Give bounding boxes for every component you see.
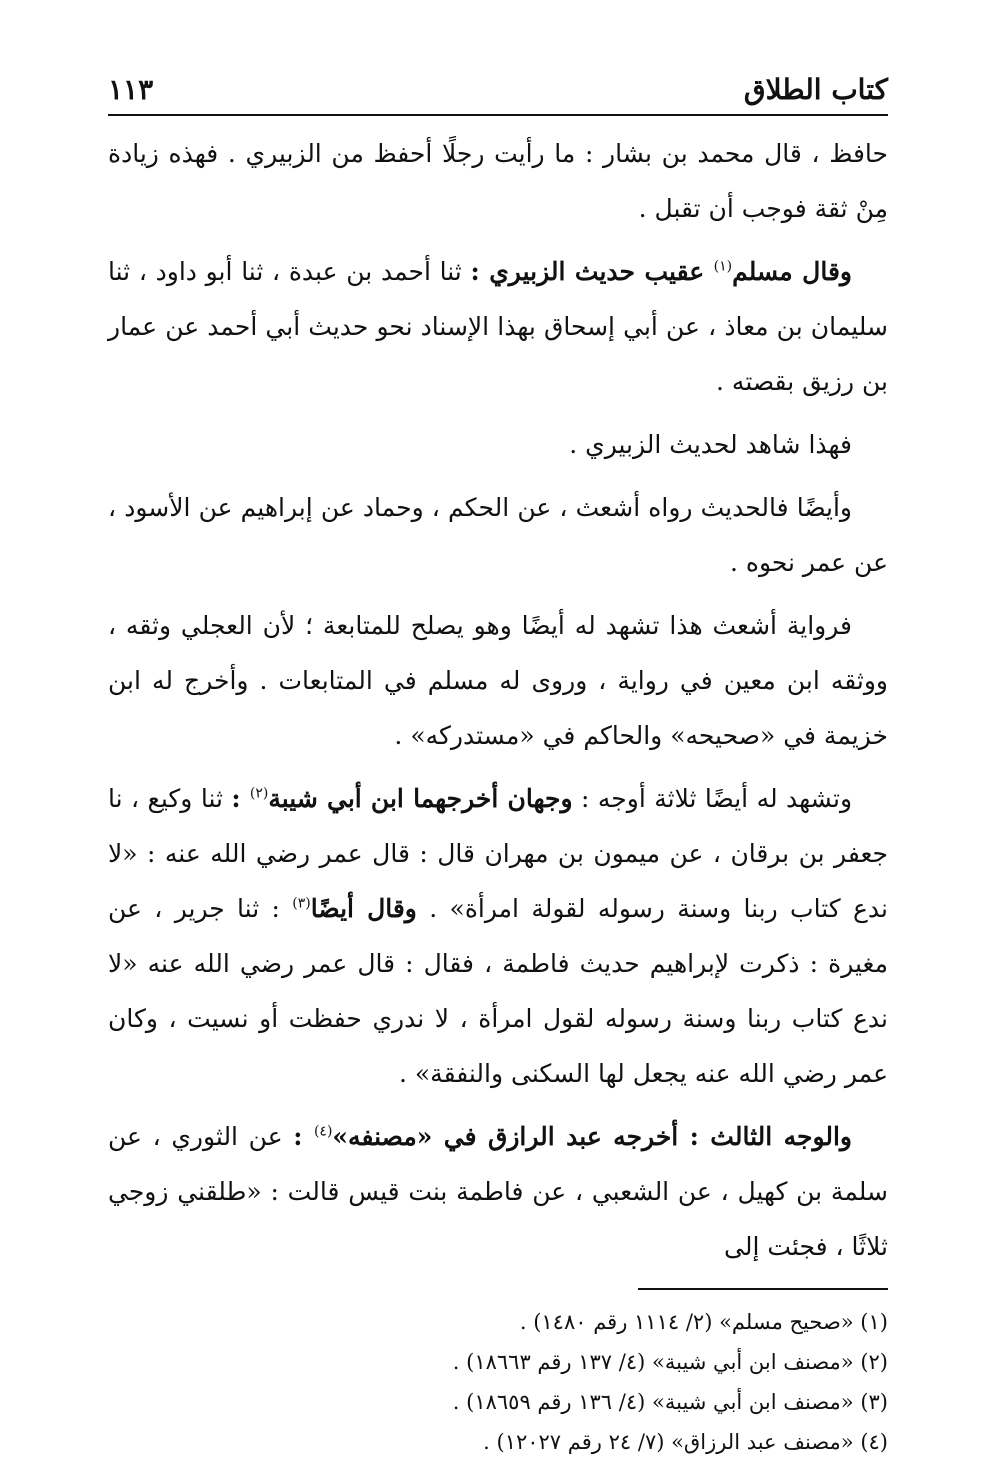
paragraph [108, 1109, 888, 1274]
bold-text-segment: وقال أيضًا [310, 894, 417, 923]
text-segment: فرواية أشعث هذا تشهد له أيضًا وهو يصلح للمتابعة ؛ لأن العجلي وثقه ، ووثقه ابن معين في رواية ، وروى له مسلم في المتابعات . وأخرج له ابن خزيمة في «صحيحه» والحاكم في «مستدركه» . [108, 611, 888, 750]
bold-text-segment: والوجه الثالث : أخرجه عبد الرازق في «مصنفه» [332, 1122, 853, 1151]
footnote-marker: (٣) [292, 895, 311, 912]
bold-text-segment: وقال مسلم [732, 257, 852, 286]
paragraph [108, 771, 888, 1101]
text-segment: ثنا أحمد بن عبدة ، ثنا أبو داود ، ثنا سليمان بن معاذ ، عن أبي إسحاق بهذا الإسناد نحو حديث أبي أحمد عن عمار بن رزيق بقصته . [108, 257, 888, 396]
footnote-marker: (١) [713, 258, 733, 275]
paragraph [108, 598, 888, 763]
footnote: (٢) «مصنف ابن أبي شيبة» (٤/ ١٣٧ رقم ١٨٦٦٣) . [452, 1350, 888, 1374]
bold-text-segment: : [293, 1122, 314, 1151]
text-segment: فهذا شاهد لحديث الزبيري . [569, 430, 852, 459]
bold-text-segment: عقيب حديث الزبيري : [470, 257, 714, 286]
text-segment: وتشهد له أيضًا ثلاثة أوجه : [572, 784, 853, 813]
page-number: ١١٣ [108, 73, 154, 106]
text-segment: ثنا وكيع ، نا جعفر بن برقان ، عن ميمون بن مهران قال : قال عمر رضي الله عنه : «لا ندع كتاب ربنا وسنة رسوله لقولة امرأة» . [108, 784, 888, 923]
footnote: (١) «صحيح مسلم» (٢/ ١١١٤ رقم ١٤٨٠) . [519, 1310, 888, 1334]
paragraph [108, 417, 888, 472]
running-header [108, 60, 888, 116]
footnote-marker: (٢) [249, 785, 269, 802]
paragraph [108, 126, 888, 236]
text-segment: عن الثوري ، عن سلمة بن كهيل ، عن الشعبي ، عن فاطمة بنت قيس قالت : «طلقني زوجي ثلاثًا ، فجئت إلى [108, 1122, 888, 1261]
paragraph [108, 480, 888, 590]
footnotes [108, 1302, 888, 1462]
book-title: كتاب الطلاق [743, 73, 888, 106]
footnote: (٣) «مصنف ابن أبي شيبة» (٤/ ١٣٦ رقم ١٨٦٥٩) . [452, 1390, 888, 1414]
main-text [108, 126, 888, 1274]
bold-text-segment: وجهان أخرجهما ابن أبي شيبة [268, 784, 573, 813]
footnote-marker: (٤) [313, 1123, 333, 1140]
footnote-divider [638, 1288, 888, 1290]
paragraph [108, 244, 888, 409]
text-segment: : ثنا جرير ، عن مغيرة : ذكرت لإبراهيم حديث فاطمة ، فقال : قال عمر رضي الله عنه «لا ندع كتاب ربنا وسنة رسوله لقول امرأة ، لا ندري حفظت أو نسيت ، وكان عمر رضي الله عنه يجعل لها السكنى والنفقة» . [108, 894, 888, 1088]
text-segment: حافظ ، قال محمد بن بشار : ما رأيت رجلًا أحفظ من الزبيري . فهذه زيادة مِنْ ثقة فوجب أن تقبل . [108, 139, 888, 223]
text-segment: وأيضًا فالحديث رواه أشعث ، عن الحكم ، وحماد عن إبراهيم عن الأسود ، عن عمر نحوه . [108, 493, 888, 577]
footnote: (٤) «مصنف عبد الرزاق» (٧/ ٢٤ رقم ١٢٠٢٧) . [483, 1430, 888, 1454]
bold-text-segment: : [231, 784, 250, 813]
